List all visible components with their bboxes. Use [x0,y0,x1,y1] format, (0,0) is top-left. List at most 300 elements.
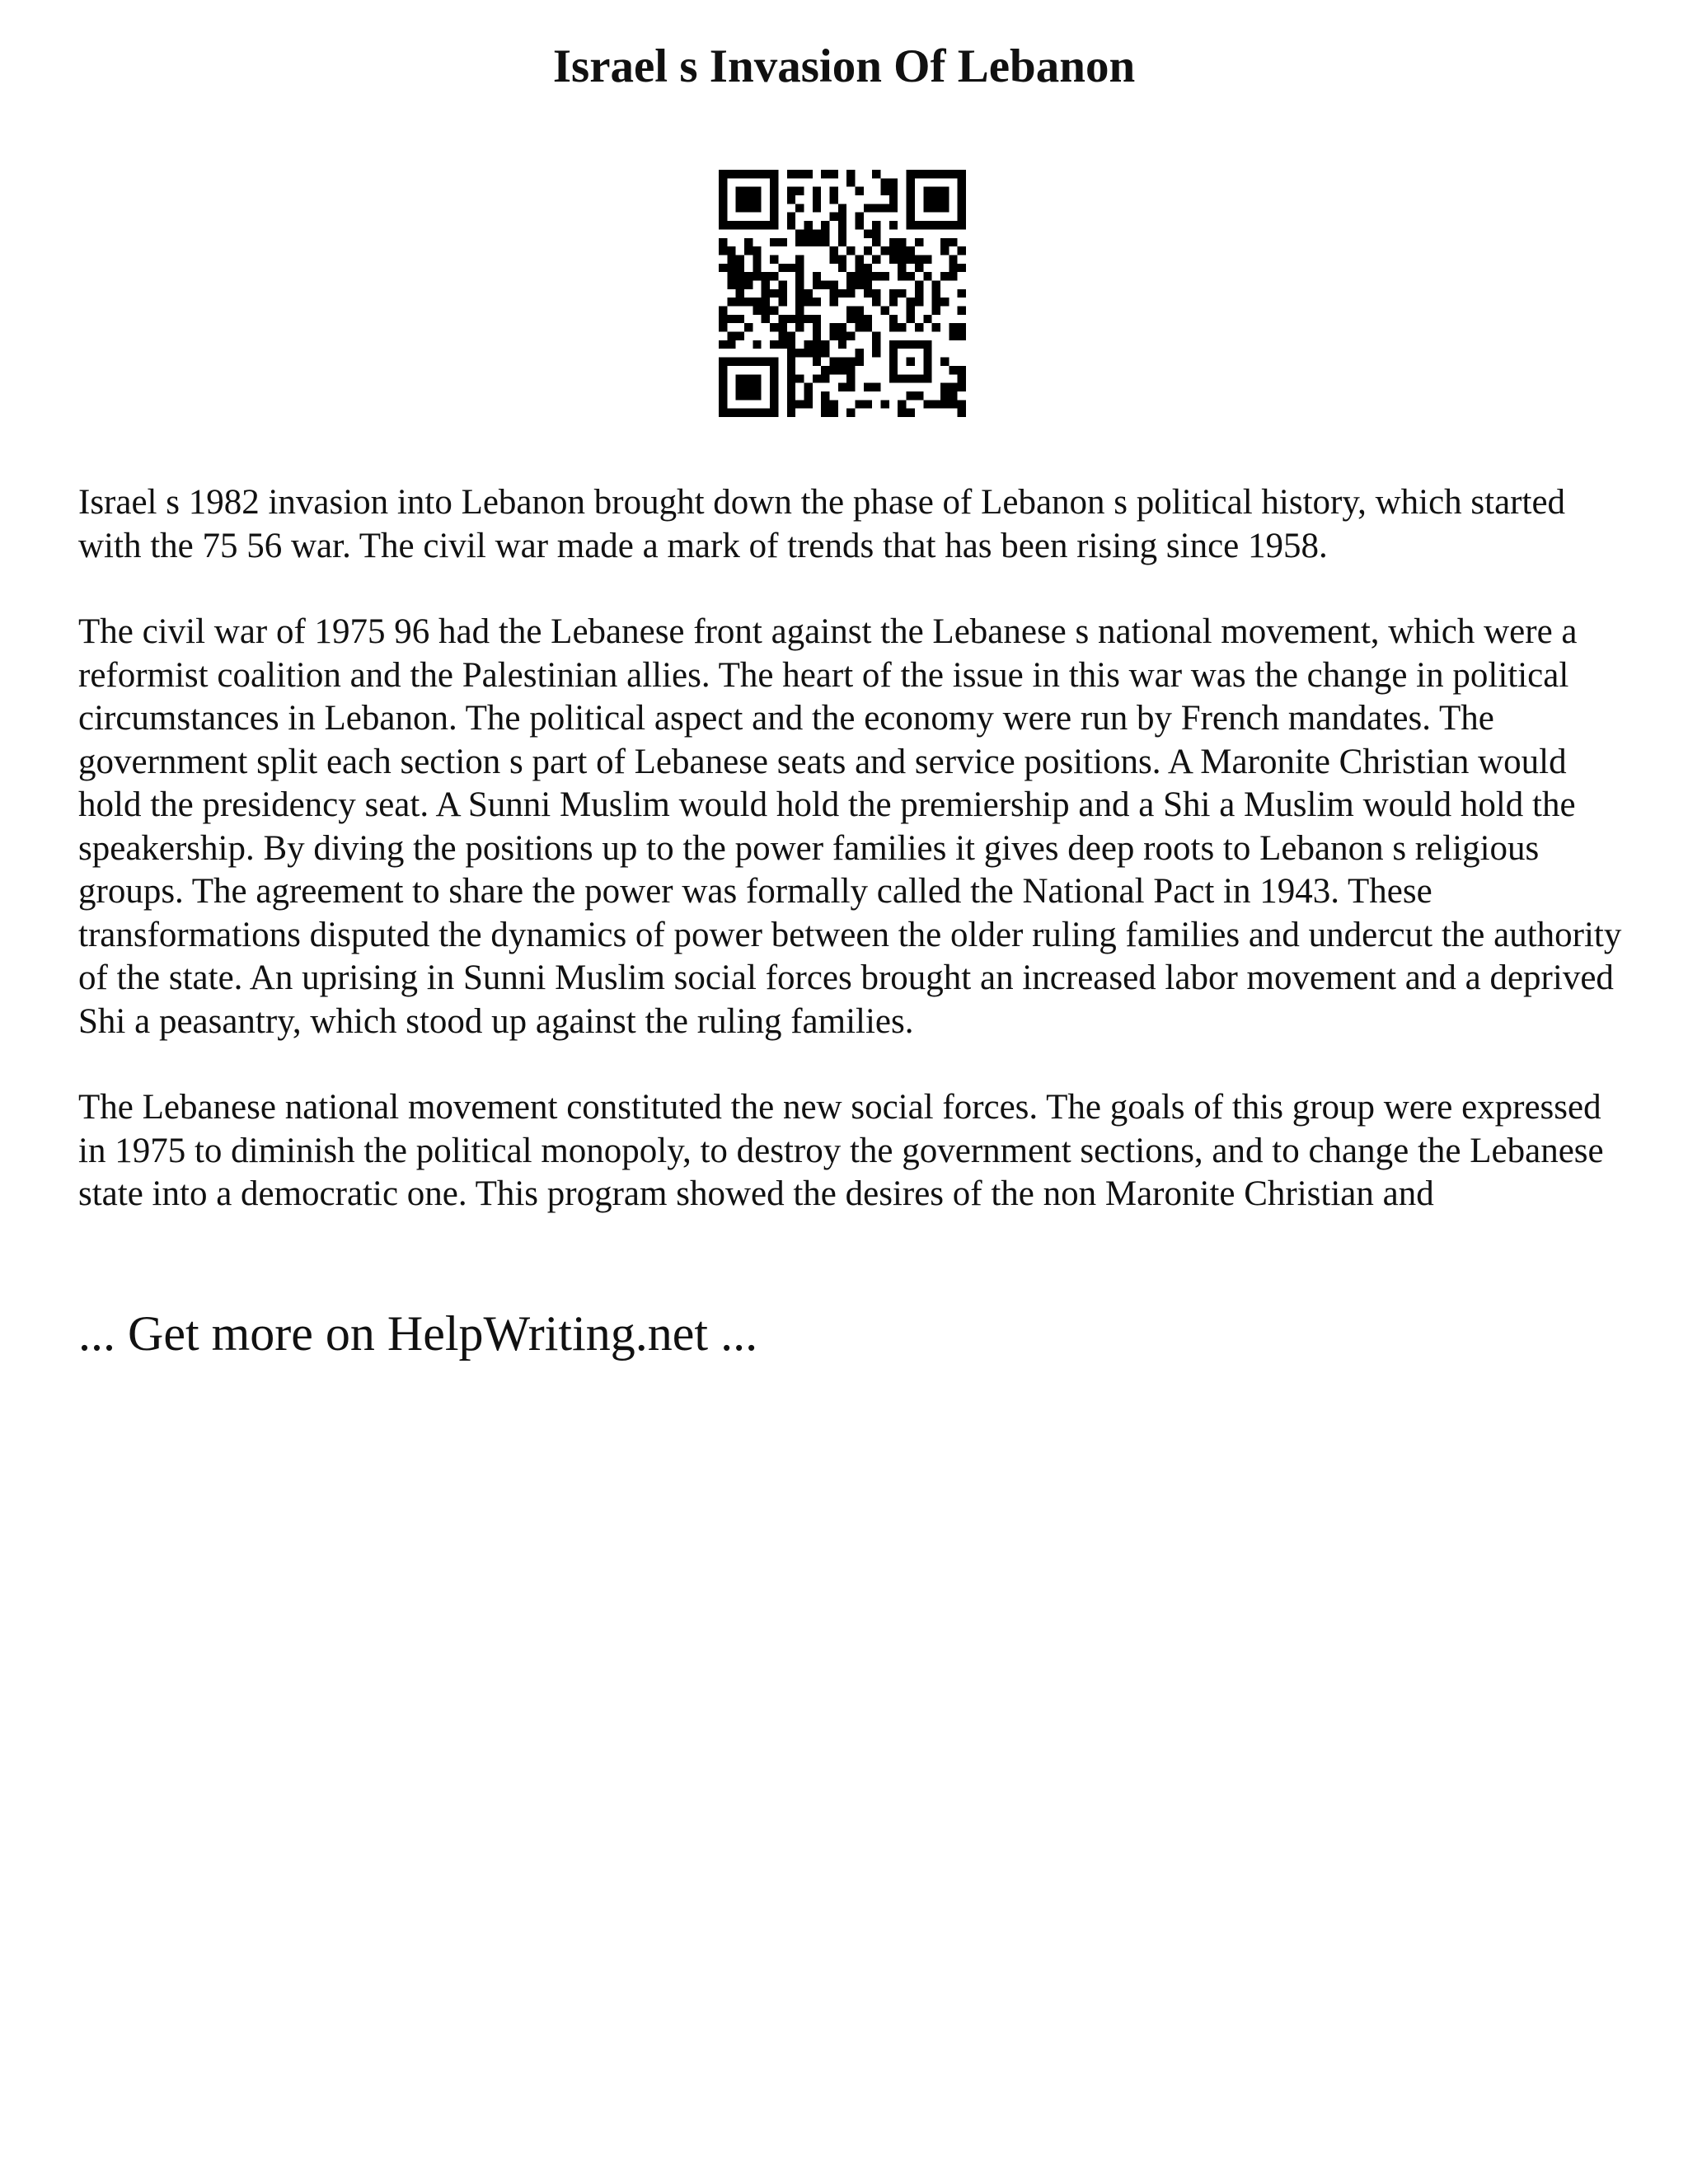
qr-module [787,213,795,221]
qr-module [821,170,829,178]
qr-module [881,400,889,408]
qr-module [813,323,821,331]
qr-module [856,400,864,408]
qr-module [923,315,931,323]
qr-module [804,340,812,349]
qr-module [829,366,837,374]
qr-module [813,187,821,195]
qr-module [958,374,966,382]
qr-module [838,383,846,391]
qr-module [719,315,727,323]
qr-module [958,332,966,340]
qr-module [838,238,846,246]
qr-module [762,307,770,315]
qr-module [838,221,846,229]
qr-module [846,307,855,315]
qr-module [915,264,923,272]
qr-module [949,383,957,391]
qr-module [736,315,744,323]
qr-module [736,289,744,298]
get-more-link[interactable]: ... Get more on HelpWriting.net ... [78,1306,758,1361]
qr-module [958,383,966,391]
qr-module [958,307,966,315]
qr-module [804,315,812,323]
qr-module [727,280,735,288]
qr-module [778,340,786,349]
qr-module [804,383,812,391]
qr-module [813,272,821,280]
qr-module [795,170,804,178]
qr-module [829,409,837,417]
qr-module [889,195,898,204]
qr-module [753,307,761,315]
qr-module [762,272,770,280]
paragraph: The civil war of 1975 96 had the Lebanese front against the Lebanese s national movement, which were a reformist coalition and the Palestinian allies. The heart of the issue in this war was the change in political circumstances in Lebanon. The political aspect and the economy were run by French mandates. The government split each section s part of Lebanese seats and service positions. A Maronite Christian would hold the presidency seat. A Sunni Muslim would hold the premiership and a Shi a Muslim would hold the speakership. By diving the positions up to the power families it gives deep roots to Lebanon s religious groups. The agreement to share the power was formally called the National Pact in 1943. These transformations disputed the dynamics of power between the older ruling families and undercut the authority of the state. An uprising in Sunni Muslim social forces brought an increased labor movement and a deprived Shi a peasantry, which stood up against the ruling families. [78,612,1622,1041]
qr-module [856,307,864,315]
qr-module [915,255,923,263]
qr-module [889,298,898,306]
qr-module [778,315,786,323]
qr-module [949,400,957,408]
qr-module [736,280,744,288]
qr-module [813,204,821,212]
qr-module [787,391,795,400]
qr-module [872,238,880,246]
qr-module [736,272,744,280]
qr-module [889,289,898,298]
qr-module [856,315,864,323]
qr-module [856,323,864,331]
qr-module [804,170,812,178]
qr-module [795,307,804,315]
qr-module [881,246,889,255]
qr-module [881,307,889,315]
qr-module [940,358,949,366]
qr-module [744,238,753,246]
qr-module [907,307,915,315]
qr-module [872,170,880,178]
qr-module [795,298,804,306]
qr-module [838,229,846,237]
qr-module [770,340,778,349]
qr-module [829,255,837,263]
qr-module [744,323,753,331]
qr-module [846,374,855,382]
qr-module [727,298,735,306]
qr-module [907,409,915,417]
qr-module [889,221,898,229]
qr-module [821,280,829,288]
qr-module [907,298,915,306]
qr-module [813,229,821,237]
qr-module [770,255,778,263]
qr-module [940,383,949,391]
qr-module [727,264,735,272]
qr-module [787,374,795,382]
qr-module [804,349,812,357]
qr-module [932,400,940,408]
qr-module [762,298,770,306]
qr-module [821,409,829,417]
qr-module [770,238,778,246]
qr-module [838,323,846,331]
qr-module [846,178,855,186]
qr-module [795,238,804,246]
qr-module [838,366,846,374]
qr-module [898,289,906,298]
qr-module [787,409,795,417]
qr-module [829,332,837,340]
qr-module [872,340,880,349]
qr-module [838,204,846,212]
qr-module [889,178,898,186]
qr-module [940,400,949,408]
qr-module [915,323,923,331]
qr-module [889,204,898,212]
qr-module [727,332,735,340]
qr-module [753,246,761,255]
qr-module [736,255,744,263]
qr-module [898,272,906,280]
qr-module [889,246,898,255]
qr-module [856,255,864,263]
qr-module [719,238,727,246]
qr-module [770,307,778,315]
qr-module [787,170,795,178]
qr-module [829,400,837,408]
qr-module [932,289,940,298]
qr-module [846,170,855,178]
qr-module [907,255,915,263]
qr-module [753,298,761,306]
qr-module [864,315,872,323]
qr-module [856,358,864,366]
qr-module [719,246,727,255]
qr-module [770,323,778,331]
qr-module [719,323,727,331]
qr-module [821,340,829,349]
qr-module [753,340,761,349]
qr-module [770,289,778,298]
qr-module [932,298,940,306]
qr-module [898,238,906,246]
qr-module [940,391,949,400]
qr-module [753,264,761,272]
qr-module [872,383,880,391]
qr-module [915,391,923,400]
qr-module [856,264,864,272]
qr-module [727,255,735,263]
qr-module [915,238,923,246]
qr-module [907,391,915,400]
qr-module [744,280,753,288]
qr-module [762,280,770,288]
qr-module [778,289,786,298]
qr-module [872,229,880,237]
qr-module [915,280,923,288]
qr-module [856,349,864,357]
qr-module [949,391,957,400]
qr-module [719,264,727,272]
qr-module [787,366,795,374]
qr-module [736,332,744,340]
paragraph: The Lebanese national movement constituted the new social forces. The goals of this group were expressed in 1975 to diminish the political monopoly, to destroy the government sections, and to change the Lebanese state into a democratic one. This program showed the desires of the non Maronite Christian and [78,1088,1604,1213]
qr-module [829,289,837,298]
qr-module [881,272,889,280]
qr-code-graphic [719,170,966,417]
qr-module [804,400,812,408]
qr-module [881,204,889,212]
qr-module [864,289,872,298]
qr-module [787,332,795,340]
qr-module [829,213,837,221]
qr-module [829,246,837,255]
qr-module [804,289,812,298]
qr-module [846,358,855,366]
qr-module [864,383,872,391]
qr-module [846,272,855,280]
qr-module [949,255,957,263]
qr-module [795,229,804,237]
qr-module [727,340,735,349]
qr-module [829,187,837,195]
qr-module [923,400,931,408]
qr-module [958,289,966,298]
qr-module [872,332,880,340]
qr-module [958,366,966,374]
qr-module [898,255,906,263]
qr-module [762,289,770,298]
paragraph: Israel s 1982 invasion into Lebanon brought down the phase of Lebanon s political history, which started with the 75 56 war. The civil war made a mark of trends that has been rising since 1958. [78,483,1566,565]
qr-module [864,264,872,272]
qr-module [898,400,906,408]
qr-module [898,323,906,331]
qr-module [846,280,855,288]
qr-module [719,340,727,349]
qr-module [821,221,829,229]
qr-module [864,246,872,255]
qr-module [787,383,795,391]
qr-module [889,238,898,246]
qr-module [958,264,966,272]
qr-module [753,255,761,263]
qr-module [949,272,957,280]
qr-module [856,221,864,229]
qr-module [821,349,829,357]
qr-module [727,272,735,280]
qr-module [838,340,846,349]
qr-module [889,187,898,195]
qr-module [940,246,949,255]
qr-module [804,221,812,229]
qr-module [795,349,804,357]
qr-module [872,349,880,357]
qr-module [795,204,804,212]
qr-module [940,272,949,280]
qr-module [889,323,898,331]
qr-module [744,272,753,280]
qr-module [778,298,786,306]
qr-module [778,238,786,246]
qr-module [949,238,957,246]
qr-module [949,323,957,331]
qr-module [872,289,880,298]
qr-module [864,323,872,331]
qr-module [829,298,837,306]
qr-module [958,246,966,255]
qr-module [889,255,898,263]
qr-module [736,264,744,272]
qr-module [932,280,940,288]
qr-module [778,323,786,331]
qr-module [813,332,821,340]
qr-module [932,307,940,315]
qr-module [787,349,795,357]
qr-module [787,195,795,204]
qr-module [940,238,949,246]
qr-module [898,246,906,255]
qr-module [915,298,923,306]
qr-module [846,383,855,391]
qr-module [787,340,795,349]
qr-module [795,187,804,195]
qr-module [778,280,786,288]
qr-module [872,272,880,280]
qr-module [958,409,966,417]
qr-module [932,323,940,331]
qr-module [804,391,812,400]
qr-module [787,187,795,195]
qr-module [898,409,906,417]
qr-module [787,400,795,408]
qr-module [727,246,735,255]
qr-module [778,264,786,272]
qr-module [856,280,864,288]
qr-module [813,374,821,382]
qr-module [898,264,906,272]
qr-module [949,332,957,340]
qr-module [795,255,804,263]
qr-module [846,315,855,323]
qr-module [821,400,829,408]
qr-module [958,400,966,408]
qr-module [838,264,846,272]
qr-module [813,280,821,288]
qr-module [829,170,837,178]
qr-module [787,315,795,323]
qr-module [856,213,864,221]
qr-module [881,187,889,195]
qr-module [864,400,872,408]
qr-module [813,195,821,204]
qr-module [846,409,855,417]
qr-module [872,255,880,263]
qr-module [872,204,880,212]
qr-module [889,315,898,323]
qr-module [744,246,753,255]
qr-module [821,366,829,374]
qr-module [846,246,855,255]
qr-module [829,195,837,204]
qr-module [795,280,804,288]
qr-module [787,264,795,272]
qr-module [915,289,923,298]
qr-module [736,298,744,306]
qr-module [821,374,829,382]
qr-module [821,391,829,400]
qr-module [813,349,821,357]
qr-module [770,272,778,280]
qr-module [813,340,821,349]
page-title: Israel s Invasion Of Lebanon [552,40,1136,92]
qr-module [753,272,761,280]
qr-module [838,358,846,366]
qr-module [923,272,931,280]
qr-module [864,280,872,288]
qr-module [813,358,821,366]
qr-module [829,358,837,366]
qr-module [804,229,812,237]
qr-module [821,229,829,237]
qr-module [795,315,804,323]
qr-module [881,178,889,186]
qr-module [804,238,812,246]
qr-code-icon [719,170,966,417]
qr-module [838,332,846,340]
qr-module [940,298,949,306]
qr-module [949,264,957,272]
qr-module [804,298,812,306]
qr-module [958,323,966,331]
qr-module [856,187,864,195]
qr-module [787,358,795,366]
qr-module [846,289,855,298]
qr-module [864,272,872,280]
qr-module [838,213,846,221]
qr-module [795,272,804,280]
qr-module [829,280,837,288]
qr-module [864,204,872,212]
qr-module [813,298,821,306]
qr-module [719,307,727,315]
qr-module [778,332,786,340]
qr-module [744,298,753,306]
qr-module [846,332,855,340]
qr-module [872,221,880,229]
qr-module [813,315,821,323]
qr-module [829,323,837,331]
qr-module [762,315,770,323]
qr-module [727,315,735,323]
qr-module [907,246,915,255]
qr-module [795,400,804,408]
qr-module [949,366,957,374]
qr-module [795,374,804,382]
qr-module [864,229,872,237]
qr-module [907,272,915,280]
qr-module [795,323,804,331]
article-body [78,481,1628,1259]
qr-module [813,238,821,246]
qr-module [821,238,829,246]
qr-module [856,272,864,280]
qr-module [787,221,795,229]
qr-module [795,264,804,272]
qr-module [846,366,855,374]
qr-module [838,255,846,263]
qr-module [907,315,915,323]
qr-module [795,289,804,298]
